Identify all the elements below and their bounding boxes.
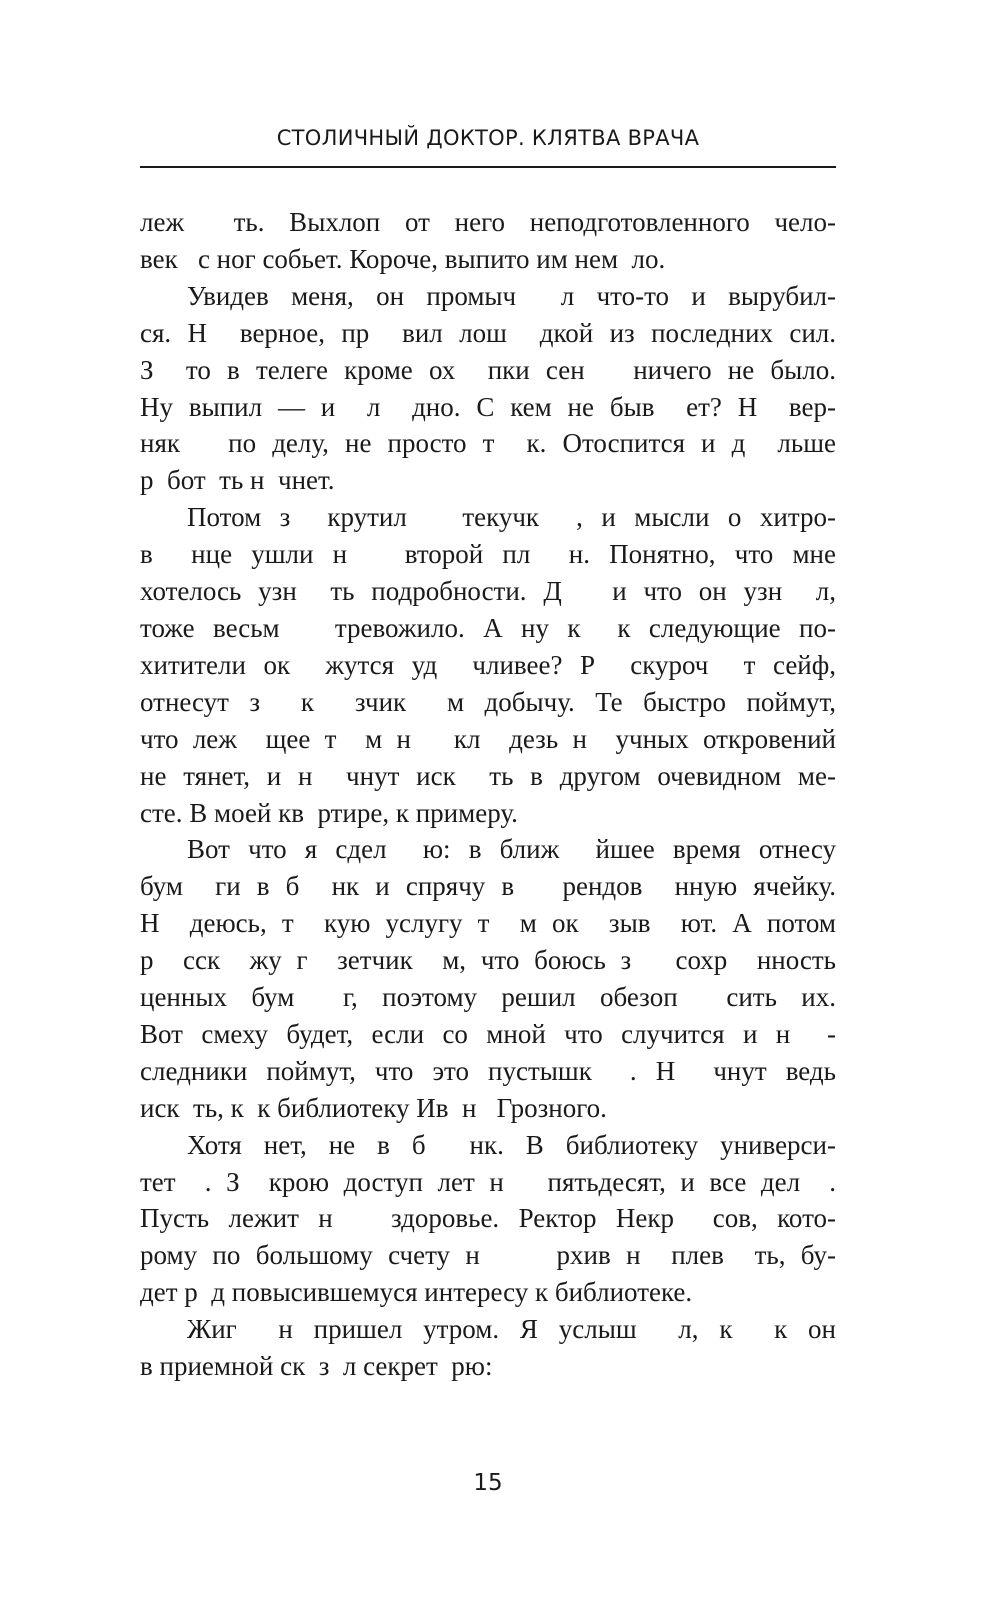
text-line: век с ног собьет. Короче, выпито им нем ло. <box>140 243 666 274</box>
text-line: няк по делу, не просто т к. Отоспится и д льше <box>140 428 836 459</box>
text-line: иск ть, к к библиотеку Ив н Грозного. <box>140 1092 607 1123</box>
text-line: леж ть. Выхлоп от него неподготовленного чело- <box>140 207 836 237</box>
text-line: рому по большому счету н рхив н плев ть, бу- <box>140 1240 836 1271</box>
text-line: хотелось узн ть подробности. Д и что он узн л, <box>140 576 836 607</box>
text-line: З то в телеге кроме ох пки сен ничего не было. <box>140 354 836 385</box>
page-number: 15 <box>473 1470 503 1496</box>
text-line: что леж щее т м н кл дезь н учных откровений <box>140 723 836 754</box>
text-line: Ну выпил — и л дно. С кем не быв ет? Н вер- <box>140 391 836 422</box>
text-line: тет . З крою доступ лет н пятьдесят, и все дел . <box>140 1166 836 1197</box>
text-line: ся. Н верное, пр вил лош дкой из последних сил. <box>140 317 836 348</box>
body-text <box>140 204 836 1385</box>
text-line: Пусть лежит н здоровье. Ректор Некр сов, кото- <box>140 1203 836 1234</box>
text-line: Увидев меня, он промыч л что-то и вырубил- <box>187 280 836 311</box>
text-line: Вот что я сдел ю: в ближ йшее время отнесу <box>187 834 836 865</box>
text-line: бум ги в б нк и спрячу в рендов нную ячейку. <box>140 871 836 902</box>
text-line: следники поймут, что это пустышк . Н чнут ведь <box>140 1055 836 1086</box>
text-line: отнесут з к зчик м добычу. Те быстро поймут, <box>140 686 836 717</box>
text-line: Хотя нет, не в б нк. В библиотеку универси- <box>187 1129 836 1160</box>
text-line: не тянет, и н чнут иск ть в другом очевидном ме- <box>140 760 836 791</box>
text-line: Жиг н пришел утром. Я услыш л, к к он <box>187 1314 836 1345</box>
text-line: р бот ть н чнет. <box>140 465 335 496</box>
text-line: в приемной ск з л секрет рю: <box>140 1351 493 1382</box>
text-line: тоже весьм тревожило. А ну к к следующие по- <box>140 612 836 643</box>
running-title: СТОЛИЧНЫЙ ДОКТОР. КЛЯТВА ВРАЧА <box>276 126 700 150</box>
text-line: Вот смеху будет, если со мной что случится и н - <box>140 1018 836 1049</box>
text-line: Н деюсь, т кую услугу т м ок зыв ют. А потом <box>140 908 836 939</box>
text-line: Потом з крутил текучк , и мысли о хитро- <box>187 502 836 533</box>
text-line: дет р д повысившемуся интересу к библиотеке. <box>140 1277 693 1308</box>
text-line: р сск жу г зетчик м, что боюсь з сохр нность <box>140 945 836 976</box>
header-rule <box>140 166 836 168</box>
text-line: хитители ок жутся уд чливее? Р скуроч т сейф, <box>140 649 836 680</box>
text-line: в нце ушли н второй пл н. Понятно, что мне <box>140 539 836 570</box>
text-line: ценных бум г, поэтому решил обезоп сить их. <box>140 982 836 1013</box>
text-line: сте. В моей кв ртире, к примеру. <box>140 797 518 828</box>
